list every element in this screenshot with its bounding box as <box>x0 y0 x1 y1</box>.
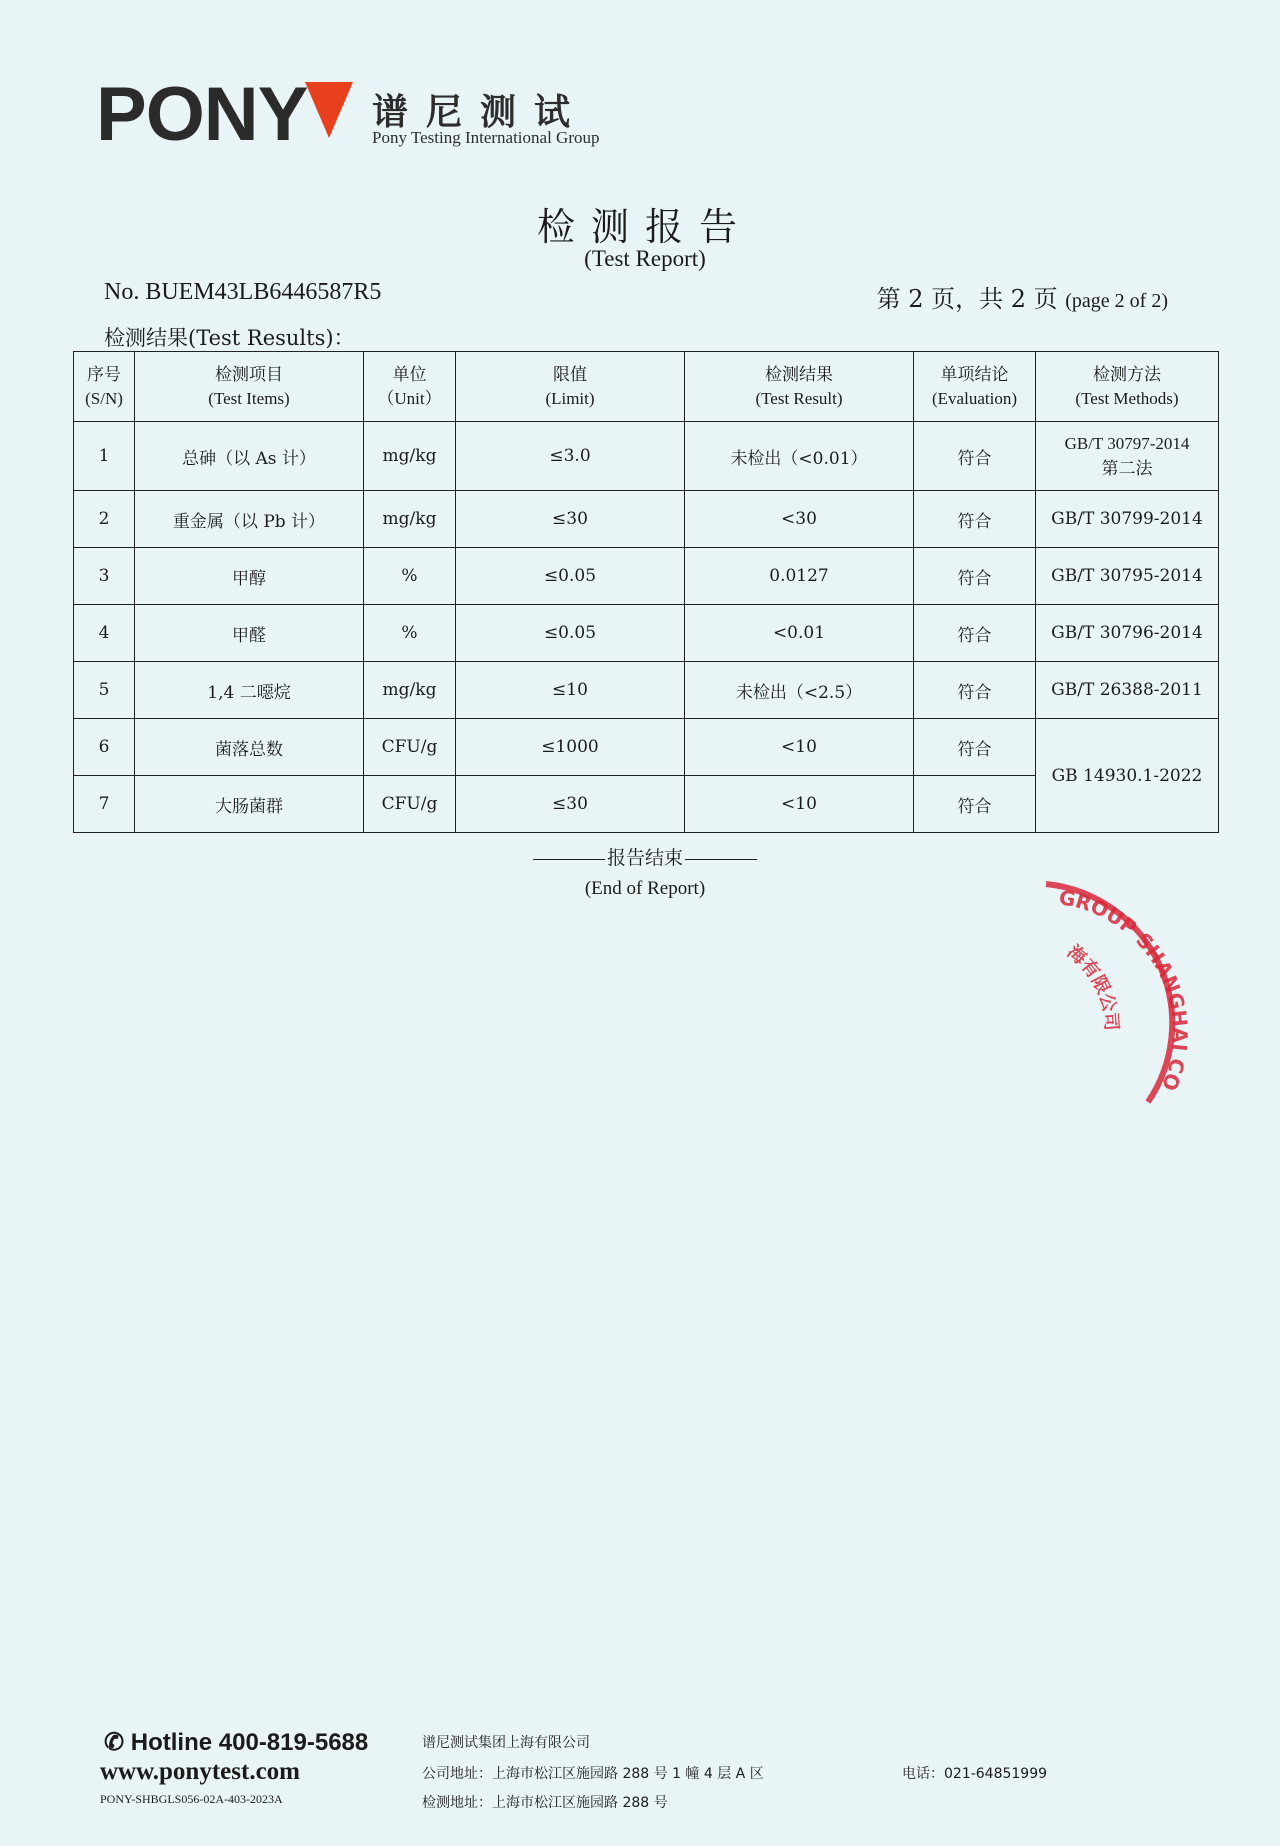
brand-cn: 谱尼测试 <box>372 92 589 133</box>
cell-unit: mg/kg <box>364 491 456 548</box>
results-label: 检测结果(Test Results)： <box>104 326 355 350</box>
svg-text:GROUP SHANGHAI CO <box>1057 885 1192 1094</box>
cell-method: GB/T 30797-2014 第二法 <box>1036 422 1219 491</box>
website-link[interactable]: www.ponytest.com <box>100 1758 300 1785</box>
table-row <box>74 422 1219 491</box>
cell-item: 甲醇 <box>135 548 364 605</box>
cell-method: GB/T 30795-2014 <box>1036 548 1219 605</box>
cell-limit: ≤1000 <box>456 719 685 776</box>
header-sn: 序号 (S/N) <box>74 352 135 422</box>
cell-method: GB/T 26388-2011 <box>1036 662 1219 719</box>
cell-limit: ≤0.05 <box>456 548 685 605</box>
end-of-report-en: (End of Report) <box>584 878 706 899</box>
company-name: 谱尼测试集团上海有限公司 <box>422 1735 590 1751</box>
cell-item: 大肠菌群 <box>135 776 364 833</box>
cell-unit: % <box>364 548 456 605</box>
test-address: 检测地址：上海市松江区施园路 288 号 <box>422 1795 668 1811</box>
header-limit: 限值 (Limit) <box>456 352 685 422</box>
cell-evaluation: 符合 <box>914 491 1036 548</box>
table-row <box>74 605 1219 662</box>
cell-limit: ≤30 <box>456 491 685 548</box>
end-of-report-cn: 报告结束 <box>0 843 1280 870</box>
cell-sn: 4 <box>74 605 135 662</box>
cell-method: GB 14930.1-2022 <box>1036 719 1219 833</box>
report-title-en: (Test Report) <box>584 246 706 271</box>
cell-method: GB/T 30799-2014 <box>1036 491 1219 548</box>
cell-unit: % <box>364 605 456 662</box>
header-methods: 检测方法 (Test Methods) <box>1036 352 1219 422</box>
cell-item: 菌落总数 <box>135 719 364 776</box>
cell-evaluation: 符合 <box>914 605 1036 662</box>
document-code: PONY-SHBGLS056-02A-403-2023A <box>100 1792 283 1806</box>
report-title-cn: 检测报告 <box>536 205 753 249</box>
cell-result: <30 <box>685 491 914 548</box>
cell-result: 未检出（<0.01） <box>685 422 914 491</box>
cell-result: <10 <box>685 776 914 833</box>
cell-sn: 3 <box>74 548 135 605</box>
hotline: ✆ Hotline 400-819-5688 <box>104 1729 369 1756</box>
cell-unit: CFU/g <box>364 776 456 833</box>
test-results-table <box>73 351 1219 833</box>
header-unit: 单位 （Unit） <box>364 352 456 422</box>
company-address: 公司地址：上海市松江区施园路 288 号 1 幢 4 层 A 区 <box>422 1766 764 1782</box>
cell-evaluation: 符合 <box>914 719 1036 776</box>
cell-evaluation: 符合 <box>914 548 1036 605</box>
table-row <box>74 491 1219 548</box>
seal-text: GROUP SHANGHAI CO <box>1057 885 1193 1095</box>
cell-sn: 6 <box>74 719 135 776</box>
table-header-row <box>74 352 1219 422</box>
phone-number: 电话：021-64851999 <box>902 1766 1048 1782</box>
cell-item: 甲醛 <box>135 605 364 662</box>
svg-text:海有限公司 <box>1063 941 1122 1032</box>
page-indicator-cn: 第 2 页，共 2 页 <box>876 285 1058 313</box>
header-items: 检测项目 (Test Items) <box>135 352 364 422</box>
cell-result: 未检出（<2.5） <box>685 662 914 719</box>
cell-unit: CFU/g <box>364 719 456 776</box>
table-row <box>74 548 1219 605</box>
logo-text: PONY <box>96 72 308 157</box>
end-line-left <box>533 859 605 860</box>
table-row <box>74 719 1219 776</box>
cell-result: <0.01 <box>685 605 914 662</box>
logo-triangle-icon <box>305 82 353 138</box>
cell-result: <10 <box>685 719 914 776</box>
cell-limit: ≤0.05 <box>456 605 685 662</box>
brand-en: Pony Testing International Group <box>372 128 600 147</box>
cell-item: 1,4 二噁烷 <box>135 662 364 719</box>
cell-item: 重金属（以 Pb 计） <box>135 491 364 548</box>
cell-limit: ≤3.0 <box>456 422 685 491</box>
cell-unit: mg/kg <box>364 662 456 719</box>
cell-sn: 5 <box>74 662 135 719</box>
cell-method: GB/T 30796-2014 <box>1036 605 1219 662</box>
cell-sn: 1 <box>74 422 135 491</box>
cell-evaluation: 符合 <box>914 422 1036 491</box>
page-indicator <box>877 279 1168 314</box>
pony-logo <box>96 72 353 157</box>
cell-evaluation: 符合 <box>914 662 1036 719</box>
table-row <box>74 662 1219 719</box>
cell-limit: ≤10 <box>456 662 685 719</box>
header-evaluation: 单项结论 (Evaluation) <box>914 352 1036 422</box>
report-number: No. BUEM43LB6446587R5 <box>104 279 382 305</box>
cell-limit: ≤30 <box>456 776 685 833</box>
header-result: 检测结果 (Test Result) <box>685 352 914 422</box>
end-line-right <box>685 859 757 860</box>
company-seal <box>1038 864 1238 1104</box>
page-indicator-en: (page 2 of 2) <box>1065 290 1168 312</box>
cell-unit: mg/kg <box>364 422 456 491</box>
cell-item: 总砷（以 As 计） <box>135 422 364 491</box>
seal-text-cn: 海有限公司 <box>1063 941 1122 1032</box>
cell-evaluation: 符合 <box>914 776 1036 833</box>
cell-result: 0.0127 <box>685 548 914 605</box>
cell-sn: 2 <box>74 491 135 548</box>
cell-sn: 7 <box>74 776 135 833</box>
